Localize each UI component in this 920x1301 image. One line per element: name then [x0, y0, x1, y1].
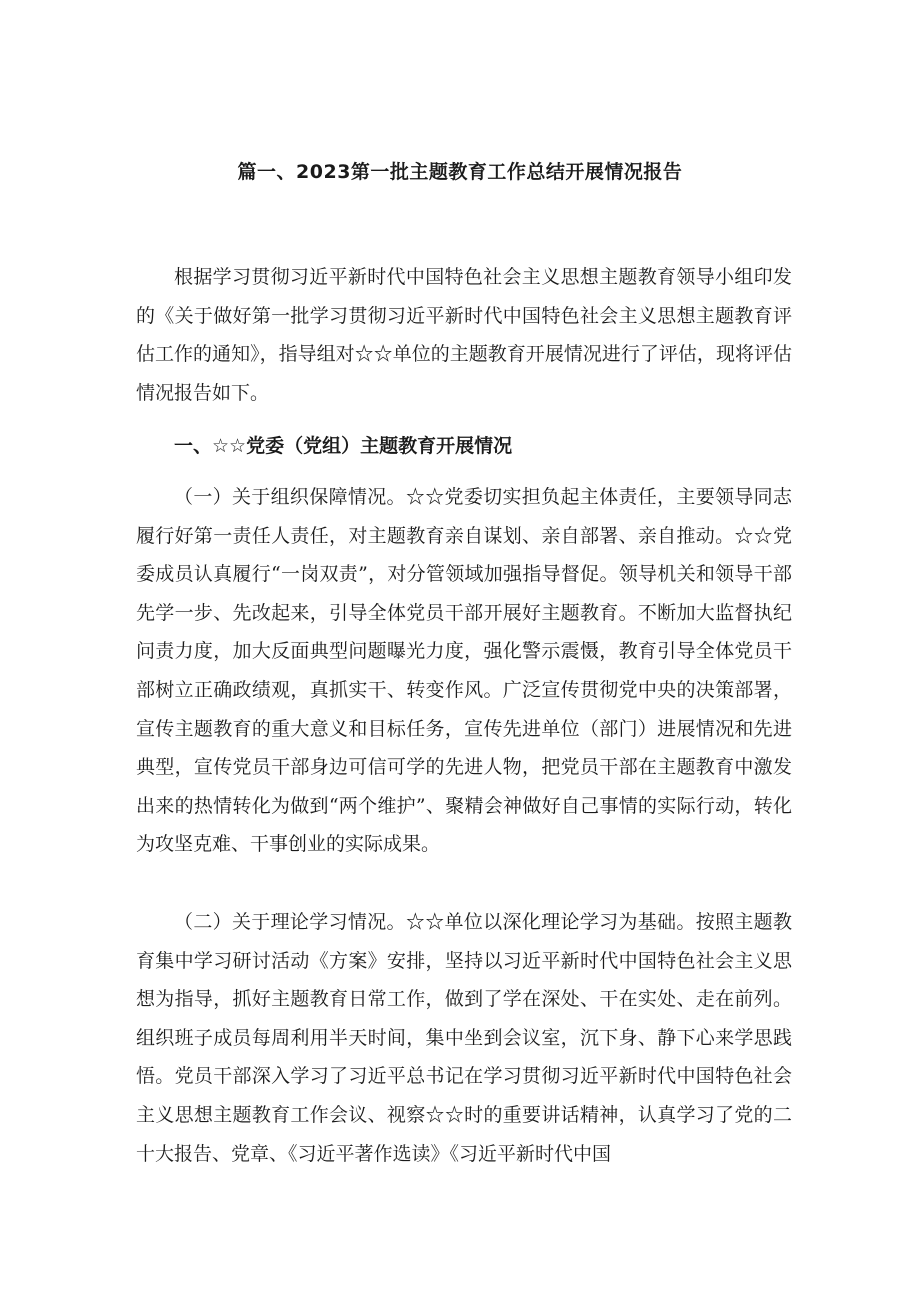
- organization-support-paragraph: （一）关于组织保障情况。☆☆党委切实担负起主体责任，主要领导同志履行好第一责任人责任，对主题教育亲自谋划、亲自部署、亲自推动。☆☆党委成员认真履行“一岗双责”，对分管领域加强指导督促。领导机关和领导干部先学一步、先改起来，引导全体党员干部开展好主题教育。不断加大监督执纪问责力度，加大反面典型问题曝光力度，强化警示震慑，教育引导全体党员干部树立正确政绩观，真抓实干、转变作风。广泛宣传贯彻党中央的决策部署，宣传主题教育的重大意义和目标任务，宣传先进单位（部门）进展情况和先进典型，宣传党员干部身边可信可学的先进人物，把党员干部在主题教育中激发出来的热情转化为做到“两个维护”、聚精会神做好自己事情的实际行动，转化为攻坚克难、干事创业的实际成果。: [136, 486, 792, 856]
- document-title: 篇一、2023第一批主题教育工作总结开展情况报告: [237, 161, 683, 183]
- theory-study-paragraph: （二）关于理论学习情况。☆☆单位以深化理论学习为基础。按照主题教育集中学习研讨活动《方案》安排，坚持以习近平新时代中国特色社会主义思想为指导，抓好主题教育日常工作，做到了学在深处、干在实处、走在前列。组织班子成员每周利用半天时间，集中坐到会议室，沉下身、静下心来学思践悟。党员干部深入学习了习近平总书记在学习贯彻习近平新时代中国特色社会主义思想主题教育工作会议、视察☆☆时的重要讲话精神，认真学习了党的二十大报告、党章、《习近平著作选读》《习近平新时代中国: [136, 911, 792, 1165]
- intro-paragraph: 根据学习贯彻习近平新时代中国特色社会主义思想主题教育领导小组印发的《关于做好第一批学习贯彻习近平新时代中国特色社会主义思想主题教育评估工作的通知》，指导组对☆☆单位的主题教育开展情况进行了评估，现将评估情况报告如下。: [136, 266, 792, 404]
- section-heading: 一、☆☆党委（党组）主题教育开展情况: [174, 435, 513, 457]
